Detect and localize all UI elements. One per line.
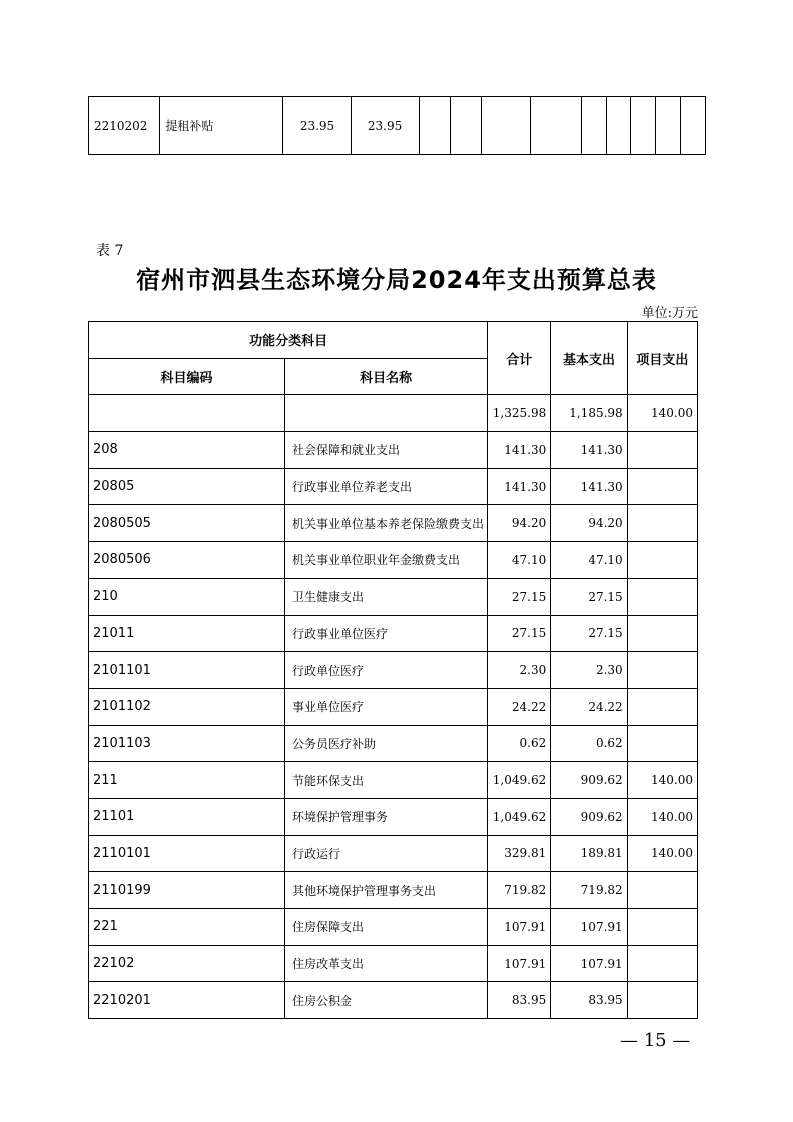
subject-name: 机关事业单位基本养老保险缴费支出 — [284, 505, 487, 542]
subject-name: 环境保护管理事务 — [284, 798, 487, 835]
subject-name: 行政运行 — [284, 835, 487, 872]
table-row — [89, 97, 706, 155]
subject-name: 行政事业单位医疗 — [284, 615, 487, 652]
subject-name: 社会保障和就业支出 — [284, 432, 487, 469]
empty-cell — [482, 97, 531, 155]
project-cell: 140.00 — [627, 835, 697, 872]
basic-cell: 107.91 — [551, 909, 627, 946]
table-row — [89, 798, 698, 835]
table-row — [89, 872, 698, 909]
total-cell: 24.22 — [488, 688, 551, 725]
subject-code: 2101102 — [89, 688, 285, 725]
table-row — [89, 945, 698, 982]
table-row — [89, 652, 698, 689]
project-cell: 140.00 — [627, 395, 697, 432]
project-cell — [627, 432, 697, 469]
subject-name: 节能环保支出 — [284, 762, 487, 799]
page-number: — 15 — — [620, 1030, 691, 1051]
basic-cell: 189.81 — [551, 835, 627, 872]
subject-code: 2210201 — [89, 982, 285, 1019]
basic-cell: 94.20 — [551, 505, 627, 542]
subject-name: 其他环境保护管理事务支出 — [284, 872, 487, 909]
table-row — [89, 615, 698, 652]
subject-name: 事业单位医疗 — [284, 688, 487, 725]
subject-code: 2110199 — [89, 872, 285, 909]
subject-code: 208 — [89, 432, 285, 469]
empty-cell — [450, 97, 481, 155]
project-cell — [627, 468, 697, 505]
project-cell — [627, 542, 697, 579]
total-cell: 94.20 — [488, 505, 551, 542]
project-cell — [627, 982, 697, 1019]
subject-name — [284, 395, 487, 432]
total-cell: 107.91 — [488, 945, 551, 982]
table-number: 表 7 — [96, 243, 124, 259]
total-cell: 107.91 — [488, 909, 551, 946]
empty-cell — [581, 97, 606, 155]
subject-code: 2080506 — [89, 542, 285, 579]
basic-cell: 27.15 — [551, 615, 627, 652]
basic-cell: 141.30 — [551, 432, 627, 469]
basic-cell: 2.30 — [551, 652, 627, 689]
total-cell: 0.62 — [488, 725, 551, 762]
basic-cell: 47.10 — [551, 542, 627, 579]
empty-cell — [656, 97, 681, 155]
amount-cell: 23.95 — [351, 97, 419, 155]
basic-cell: 1,185.98 — [551, 395, 627, 432]
subject-name: 行政单位医疗 — [284, 652, 487, 689]
subject-name: 提租补贴 — [160, 97, 283, 155]
project-cell — [627, 615, 697, 652]
total-cell: 2.30 — [488, 652, 551, 689]
table-row — [89, 578, 698, 615]
project-cell — [627, 688, 697, 725]
basic-cell: 107.91 — [551, 945, 627, 982]
subject-code: 2210202 — [89, 97, 160, 155]
subject-name: 住房保障支出 — [284, 909, 487, 946]
subject-name: 行政事业单位养老支出 — [284, 468, 487, 505]
subject-code: 2110101 — [89, 835, 285, 872]
table-row — [89, 909, 698, 946]
basic-cell: 24.22 — [551, 688, 627, 725]
basic-cell: 719.82 — [551, 872, 627, 909]
header-name: 科目名称 — [284, 358, 487, 395]
subject-code: 2101101 — [89, 652, 285, 689]
table-row — [89, 395, 698, 432]
subject-name: 住房改革支出 — [284, 945, 487, 982]
basic-cell: 141.30 — [551, 468, 627, 505]
table-row — [89, 762, 698, 799]
empty-cell — [631, 97, 656, 155]
total-cell: 1,049.62 — [488, 798, 551, 835]
amount-cell: 23.95 — [283, 97, 351, 155]
subject-code: 22102 — [89, 945, 285, 982]
subject-code: 210 — [89, 578, 285, 615]
project-cell — [627, 578, 697, 615]
table-row — [89, 725, 698, 762]
header-group: 功能分类科目 — [89, 322, 488, 359]
subject-code — [89, 395, 285, 432]
total-cell: 27.15 — [488, 578, 551, 615]
header-basic: 基本支出 — [551, 322, 627, 395]
project-cell: 140.00 — [627, 798, 697, 835]
header-total: 合计 — [488, 322, 551, 395]
basic-cell: 0.62 — [551, 725, 627, 762]
total-cell: 1,049.62 — [488, 762, 551, 799]
total-cell: 83.95 — [488, 982, 551, 1019]
subject-code: 21011 — [89, 615, 285, 652]
project-cell — [627, 505, 697, 542]
table-row — [89, 432, 698, 469]
project-cell — [627, 909, 697, 946]
table-body — [89, 395, 698, 1019]
subject-code: 221 — [89, 909, 285, 946]
total-cell: 141.30 — [488, 468, 551, 505]
header-row — [89, 322, 698, 359]
project-cell — [627, 872, 697, 909]
continuation-table — [88, 96, 706, 155]
subject-name: 卫生健康支出 — [284, 578, 487, 615]
total-cell: 1,325.98 — [488, 395, 551, 432]
project-cell — [627, 725, 697, 762]
table-row — [89, 982, 698, 1019]
subject-code: 211 — [89, 762, 285, 799]
table-row — [89, 835, 698, 872]
total-cell: 329.81 — [488, 835, 551, 872]
basic-cell: 909.62 — [551, 762, 627, 799]
header-code: 科目编码 — [89, 358, 285, 395]
empty-cell — [530, 97, 581, 155]
basic-cell: 27.15 — [551, 578, 627, 615]
total-cell: 719.82 — [488, 872, 551, 909]
budget-table — [88, 321, 698, 1019]
total-cell: 47.10 — [488, 542, 551, 579]
project-cell — [627, 652, 697, 689]
subject-code: 21101 — [89, 798, 285, 835]
subject-code: 20805 — [89, 468, 285, 505]
project-cell: 140.00 — [627, 762, 697, 799]
project-cell — [627, 945, 697, 982]
header-project: 项目支出 — [627, 322, 697, 395]
table-row — [89, 468, 698, 505]
empty-cell — [681, 97, 706, 155]
subject-name: 住房公积金 — [284, 982, 487, 1019]
subject-code: 2101103 — [89, 725, 285, 762]
empty-cell — [606, 97, 631, 155]
unit-label: 单位:万元 — [641, 306, 698, 321]
basic-cell: 909.62 — [551, 798, 627, 835]
table-row — [89, 542, 698, 579]
table-row — [89, 688, 698, 725]
subject-name: 机关事业单位职业年金缴费支出 — [284, 542, 487, 579]
total-cell: 27.15 — [488, 615, 551, 652]
total-cell: 141.30 — [488, 432, 551, 469]
page-title: 宿州市泗县生态环境分局2024年支出预算总表 — [136, 266, 657, 294]
empty-cell — [419, 97, 450, 155]
subject-name: 公务员医疗补助 — [284, 725, 487, 762]
basic-cell: 83.95 — [551, 982, 627, 1019]
table-row — [89, 505, 698, 542]
subject-code: 2080505 — [89, 505, 285, 542]
